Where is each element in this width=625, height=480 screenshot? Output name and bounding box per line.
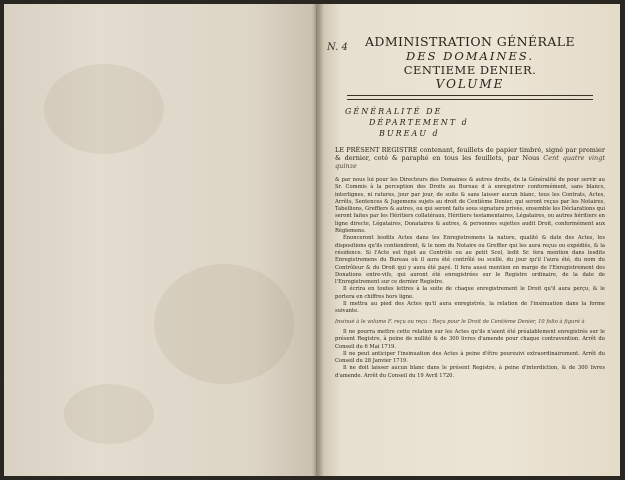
left-blank-page [4,4,317,476]
page-number: N. 4 [327,42,348,53]
right-printed-page [317,4,620,476]
register-enoncer-paragraph: Énonceront lesdits Actes dans les Enregistremens la nature, qualité & date des Actes, les dispositions qu'ils contiendront, & le nom du Notaire ou Greffier qui les aura reçus ou expédiés, & la résidence. Si l'Acte est fujet au Contrôle ou au petit Scel, ledit Sr. fera mention dans lesdits Enregistremens du Bureau où il aura été contrôlé ou scellé, du jour qu'il l'aura été, du nom du Contrôleur & du Droit qui y aura été payé. Il fera aussi mention en marge de l'Enregistrement des Donations entre-vifs, qui auront été enregistrées sur le Registre ordinaire, de la date de l'Enregistrement sur ce dernier Registre. [335,235,605,286]
insinuation-formula: Insinué à le volume F. reçu ou reçu : Reçu pour le Droit de Centième Denier, 10 folio à figuré à [335,318,585,325]
double-rule-divider [347,95,593,100]
bureau-label: BUREAU d [379,129,440,138]
title-centieme: CENTIEME DENIER. [403,63,537,77]
paper-stain [64,384,154,444]
open-register-book [4,4,620,476]
register-blanc-paragraph: Il ne doit laisser aucun blanc dans le présent Registre, à peine d'interdiction, & de 300 livres d'amende. Arrêt du Conseil du 19 Avril 1720. [335,365,605,379]
page-content [335,34,605,380]
departement-label: DÉPARTEMENT d [369,118,469,127]
paper-stain [44,64,164,154]
title-volume: VOLUME [435,77,505,91]
opening-text: LE PRÉSENT REGISTRE contenant, feuillets de papier timbré, signé par premier & dernier, coté & paraphé en tous les feuillets, par Nous [335,146,605,162]
paper-stain [154,264,294,384]
register-instructions-paragraph: & par nous lui pour les Directeurs des Domaines & autres droits, de la Généralité de pour servir au Sr. Commis à la perception des Droits au Bureau d à enregistrer conformément, sans blancs, interlignes, ni ratures, jour par jour, de suite & sans laisser aucun blanc, tous les Contrats, Actes, Arrêts, Sentences & Jugemens sujets au droit de Centième Denier, qui seront reçus par les Notaires, Tabellions, Greffiers & autres, ou qui seront faits sous signature privée, ensemble les Déclarations qui seront faites par les Héritiers collatéraux, Héritiers testamentaires, Légataires, ou autres héritiers en ligne directe, Légataires, Donataires & autres, & personnes sujettes audit Droit, conformément aux Règlemens. [335,177,605,235]
generalite-label: GÉNÉRALITÉ DE [345,107,443,116]
title-administration: ADMINISTRATION GÉNÉRALE [365,34,575,49]
title-domaines: DES DOMAINES. [405,49,534,63]
register-opening-paragraph [335,146,605,170]
handwritten-count: Cent quatre vingt quinze [335,154,605,170]
register-droit-paragraph: Il écrira en toutes lettres à la suite de chaque enregistrement le Droit qu'il aura perçu, & le portera en chiffres hors ligne. [335,286,605,300]
register-relation-paragraph: Il mettra au pied des Actes qu'il aura enregistrés, la relation de l'insinuation dans la forme suivante. [335,301,605,315]
register-anticiper-paragraph: Il ne peut anticiper l'insinuation des Actes à peine d'être poursuivi extraordinairement. Arrêt du Conseil du 28 Janvier 1719. [335,350,605,365]
register-nullite-paragraph: Il ne pourra mettre cette relation sur les Actes qu'ils n'aient été préalablement enregistrés sur le présent Registre, à peine de nullité & de 300 livres d'amende pour chaque contravention. Arrêt du Conseil du 6 Mai 1719. [335,328,605,350]
book-gutter [312,4,324,476]
